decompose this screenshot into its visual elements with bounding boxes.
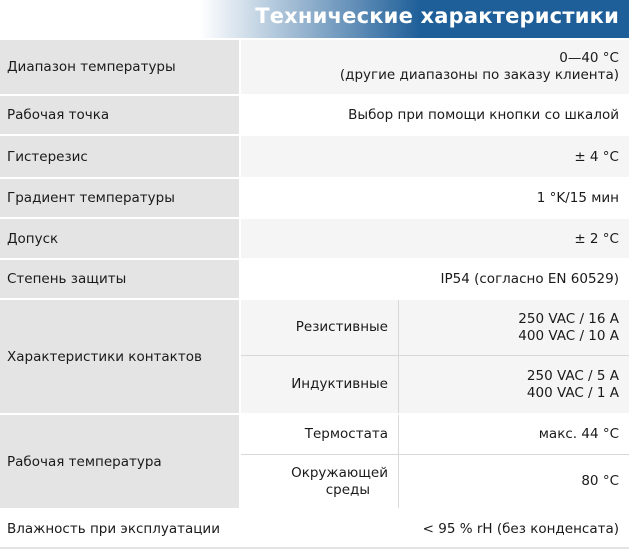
spec-label: Градиент температуры	[0, 179, 239, 217]
spec-row-tolerance	[0, 219, 629, 258]
table-title: Технические характеристики	[255, 4, 619, 28]
cell-divider	[398, 300, 399, 413]
spec-value-line1: 0—40 °C	[559, 50, 619, 66]
spec-value: IP54 (согласно EN 60529)	[241, 260, 629, 298]
spec-label: Влажность при эксплуатации	[0, 510, 239, 547]
contacts-resistive-line2: 400 VAC / 10 A	[518, 327, 619, 344]
contacts-inductive-value	[400, 356, 629, 413]
contacts-inductive-label: Индуктивные	[291, 376, 388, 392]
contacts-inductive-line1: 250 VAC / 5 A	[526, 367, 619, 384]
operating-temp-ambient-value: 80 °C	[581, 473, 619, 489]
spec-label: Рабочая точка	[0, 96, 239, 134]
operating-temp-ambient-label	[241, 455, 398, 508]
spec-value: 1 °K/15 мин	[241, 179, 629, 217]
contacts-resistive-value	[400, 300, 629, 355]
spec-row-temp-range	[0, 40, 629, 94]
operating-temp-thermostat-value: макс. 44 °C	[538, 426, 619, 442]
spec-value-line2: (другие диапазоны по заказу клиента)	[339, 67, 619, 83]
spec-label: Характеристики контактов	[0, 300, 239, 413]
spec-row-operating-temp	[0, 415, 629, 508]
spec-label: Степень защиты	[0, 260, 239, 298]
spec-value: ± 4 °C	[241, 136, 629, 177]
cell-divider	[241, 355, 629, 356]
spec-value: Выбор при помощи кнопки со шкалой	[241, 96, 629, 134]
operating-temp-ambient-label-line2: среды	[325, 481, 370, 498]
spec-value: < 95 % rH (без конденсата)	[241, 510, 629, 547]
contacts-resistive-label: Резистивные	[295, 319, 388, 335]
spec-row-contacts	[0, 300, 629, 413]
contacts-resistive-line1: 250 VAC / 16 A	[518, 310, 619, 327]
cell-divider	[241, 454, 629, 455]
spec-label: Рабочая температура	[0, 415, 239, 508]
operating-temp-ambient-label-line1: Окружающей	[291, 464, 388, 481]
spec-row-hysteresis	[0, 136, 629, 177]
table-header	[0, 0, 629, 38]
spec-label: Диапазон температуры	[0, 40, 239, 94]
spec-label: Гистерезис	[0, 136, 239, 177]
cell-divider	[398, 415, 399, 508]
operating-temp-thermostat-label: Термостата	[304, 426, 388, 442]
spec-value	[241, 40, 629, 94]
spec-row-setpoint	[0, 96, 629, 134]
spec-row-gradient	[0, 179, 629, 217]
spec-row-protection	[0, 260, 629, 298]
contacts-inductive-line2: 400 VAC / 1 A	[526, 384, 619, 401]
spec-label: Допуск	[0, 219, 239, 258]
spec-value: ± 2 °C	[241, 219, 629, 258]
spec-row-humidity	[0, 510, 629, 547]
